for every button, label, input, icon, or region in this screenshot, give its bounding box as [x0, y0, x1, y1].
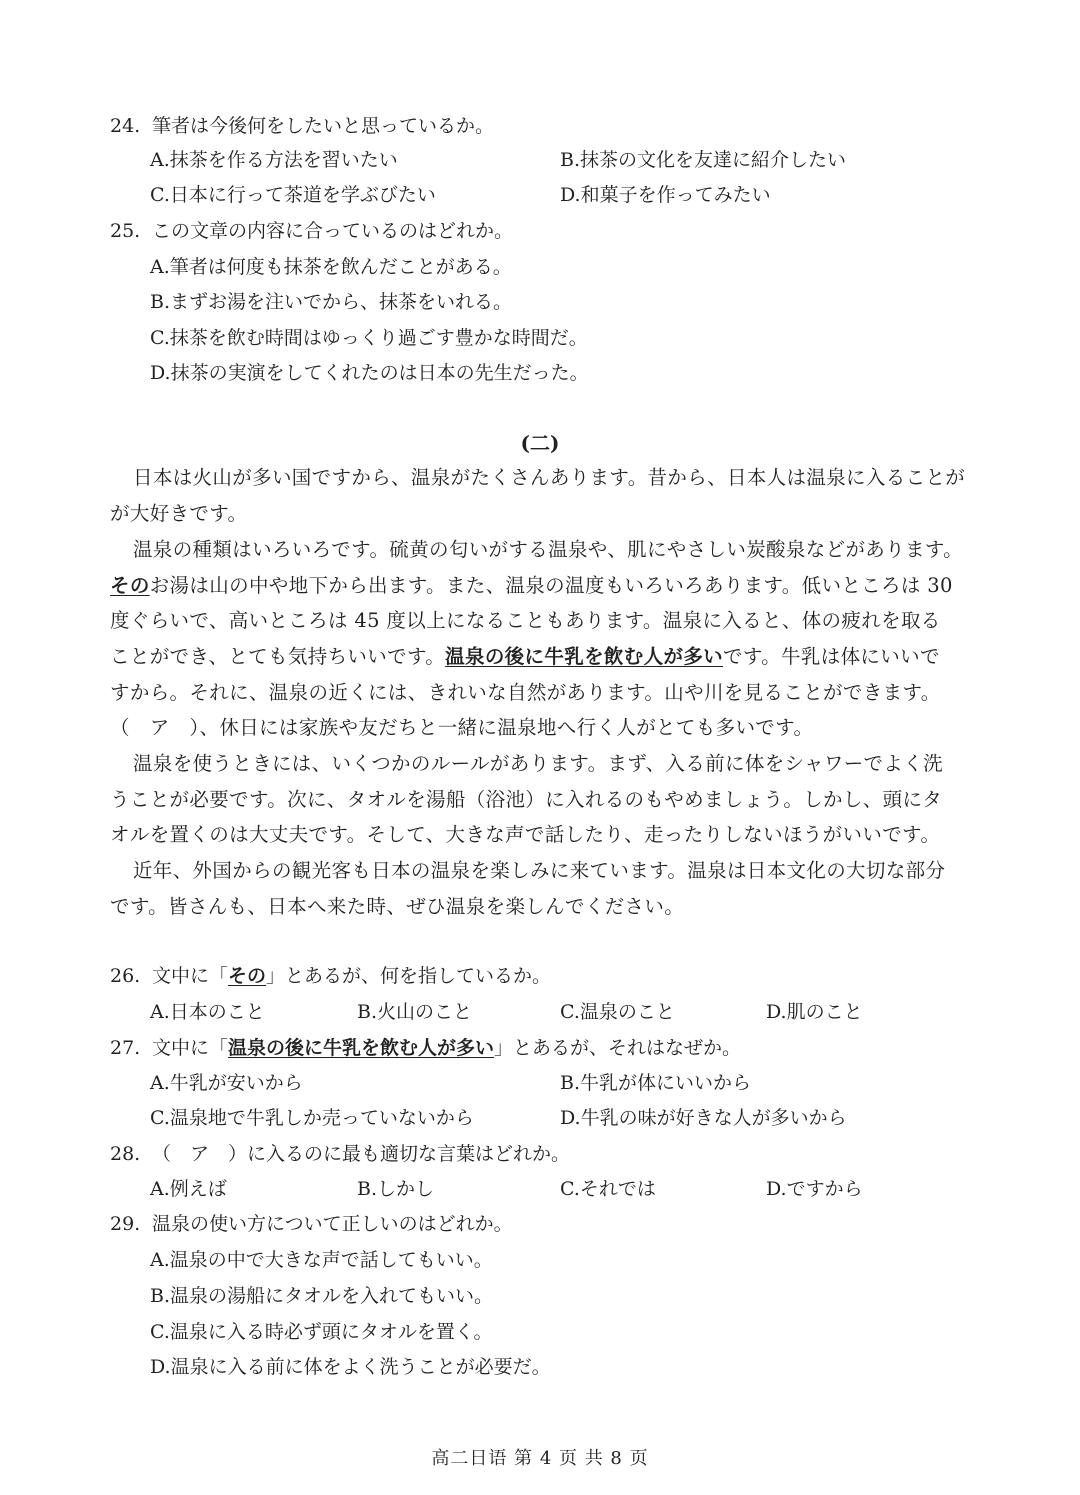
q26-option-b: B.火山のこと — [357, 1001, 473, 1023]
q24-option-d: D.和菓子を作ってみたい — [560, 184, 771, 206]
question-number: 28. — [110, 1143, 141, 1165]
question-25 — [110, 219, 513, 243]
question-text: 温泉の使い方について正しいのはどれか。 — [152, 1213, 513, 1235]
q25-option-b: B.まずお湯を注いでから、抹茶をいれる。 — [150, 291, 513, 313]
q29-option-d: D.温泉に入る前に体をよく洗うことが必要だ。 — [150, 1356, 551, 1378]
section-title: (二) — [520, 431, 560, 455]
passage-p2-line3: 度ぐらいで、高いところは 45 度以上になることもあります。温泉に入ると、体の疲れを取る — [110, 609, 941, 632]
question-text: 筆者は今後何をしたいと思っているか。 — [152, 115, 495, 137]
question-number: 27. — [110, 1037, 141, 1059]
q28-option-d: D.ですから — [766, 1178, 863, 1200]
passage-p3-line3: オルを置くのは大丈夫です。そして、大きな声で話したり、走ったりしないほうがいいです。 — [110, 823, 941, 846]
q26-option-c: C.温泉のこと — [560, 1001, 675, 1023]
passage-p2-line5: すから。それに、温泉の近くには、きれいな自然があります。山や川を見ることができます。 — [110, 681, 941, 704]
passage-p4-line2: です。皆さんも、日本へ来た時、ぜひ温泉を楽しんでください。 — [110, 895, 685, 918]
question-text: （ ア ）に入るのに最も適切な言葉はどれか。 — [152, 1143, 571, 1165]
passage-p2-line2: そのお湯は山の中や地下から出ます。また、温泉の温度もいろいろあります。低いところは 30 — [110, 574, 953, 597]
underlined-ref: その — [228, 965, 267, 987]
passage-p2-line4: ことができ、とても気持ちいいです。温泉の後に牛乳を飲む人が多いです。牛乳は体にいいで — [110, 645, 940, 668]
q25-option-c: C.抹茶を飲む時間はゆっくり過ごす豊かな時間だ。 — [150, 327, 588, 349]
underlined-phrase-sono: その — [110, 574, 150, 597]
passage-p3-line1: 温泉を使うときには、いくつかのルールがあります。まず、入る前に体をシャワーでよく洗 — [133, 752, 943, 775]
question-number: 29. — [110, 1213, 141, 1235]
passage-p2-line6: （ ア ）、休日には家族や友だちと一緒に温泉地へ行く人がとても多いです。 — [110, 716, 814, 739]
q26-option-a: A.日本のこと — [150, 1001, 265, 1023]
question-text: この文章の内容に合っているのはどれか。 — [152, 220, 514, 242]
q29-option-b: B.温泉の湯船にタオルを入れてもいい。 — [150, 1285, 494, 1307]
q24-option-a: A.抹茶を作る方法を習いたい — [150, 149, 398, 171]
q28-option-b: B.しかし — [357, 1178, 435, 1200]
q26-option-d: D.肌のこと — [766, 1001, 863, 1023]
question-28 — [110, 1142, 570, 1166]
q28-option-a: A.例えば — [150, 1178, 227, 1200]
page-footer: 高二日语 第 4 页 共 8 页 — [431, 1448, 649, 1469]
question-27: 27. 文中に「温泉の後に牛乳を飲む人が多い」とあるが、それはなぜか。 — [110, 1037, 742, 1059]
question-number: 24. — [110, 115, 141, 137]
question-number: 26. — [110, 965, 141, 987]
q28-option-c: C.それでは — [560, 1178, 656, 1200]
q27-option-a: A.牛乳が安いから — [150, 1072, 303, 1094]
q25-option-a: A.筆者は何度も抹茶を飲んだことがある。 — [150, 256, 512, 278]
q25-option-d: D.抹茶の実演をしてくれたのは日本の先生だった。 — [150, 362, 589, 384]
q27-option-b: B.牛乳が体にいいから — [560, 1072, 752, 1094]
passage-p4-line1: 近年、外国からの観光客も日本の温泉を楽しみに来ています。温泉は日本文化の大切な部分 — [133, 859, 946, 882]
passage-p1-line1: 日本は火山が多い国ですから、温泉がたくさんあります。昔から、日本人は温泉に入ることが — [133, 466, 966, 489]
q27-option-d: D.牛乳の味が好きな人が多いから — [560, 1107, 847, 1129]
q29-option-a: A.温泉の中で大きな声で話してもいい。 — [150, 1249, 493, 1271]
question-29 — [110, 1212, 513, 1236]
question-26: 26. 文中に「その」とあるが、何を指しているか。 — [110, 965, 552, 987]
underlined-phrase-milk: 温泉の後に牛乳を飲む人が多い — [445, 645, 724, 668]
passage-p2-line1: 温泉の種類はいろいろです。硫黄の匂いがする温泉や、肌にやさしい炭酸泉などがあります。 — [133, 538, 963, 561]
question-24 — [110, 114, 494, 138]
passage-p3-line2: うことが必要です。次に、タオルを湯船（浴池）に入れるのもやめましょう。しかし、頭にタ — [110, 788, 943, 811]
underlined-ref: 温泉の後に牛乳を飲む人が多い — [228, 1037, 495, 1059]
q29-option-c: C.温泉に入る時必ず頭にタオルを置く。 — [150, 1321, 493, 1343]
q24-option-b: B.抹茶の文化を友達に紹介したい — [560, 149, 847, 171]
q27-option-c: C.温泉地で牛乳しか売っていないから — [150, 1107, 474, 1129]
q24-option-c: C.日本に行って茶道を学ぶびたい — [150, 184, 436, 206]
question-number: 25. — [110, 220, 141, 242]
passage-p1-line2: が大好きです。 — [110, 502, 248, 525]
